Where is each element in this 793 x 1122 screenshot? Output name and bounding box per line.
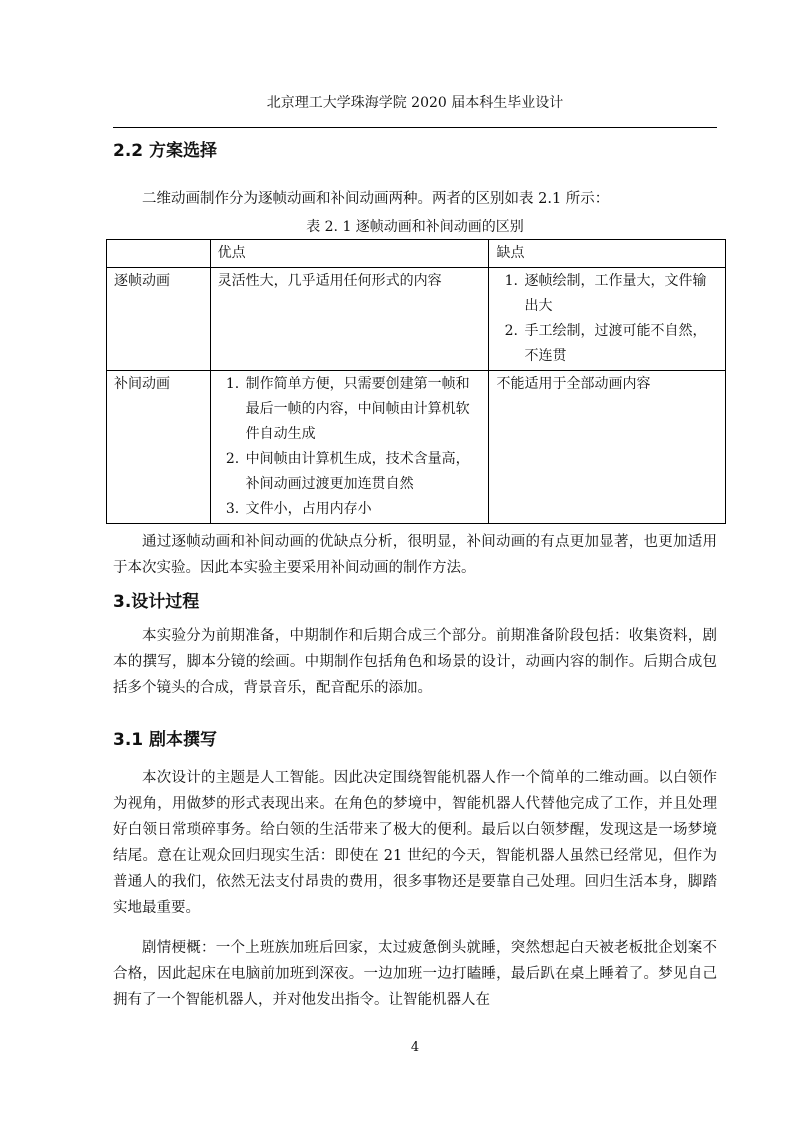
pros-list xyxy=(218,372,482,522)
table-caption: 表 2. 1 逐帧动画和补间动画的区别 xyxy=(306,219,524,235)
row-name-cell: 逐帧动画 xyxy=(107,268,211,371)
list-item: 2. 手工绘制，过渡可能不自然，不连贯 xyxy=(522,319,718,369)
list-item: 1. 制作简单方便，只需要创建第一帧和最后一帧的内容，中间帧由计算机软件自动生成 xyxy=(244,372,482,447)
cons-cell xyxy=(489,268,726,371)
section-heading-3-1: 3.1 剧本撰写 xyxy=(113,730,218,750)
list-item: 1. 逐帧绘制，工作量大，文件输出大 xyxy=(522,269,718,319)
cons-cell: 不能适用于全部动画内容 xyxy=(489,371,726,524)
table-row xyxy=(107,268,726,371)
running-header: 北京理工大学珠海学院 2020 届本科生毕业设计 xyxy=(266,95,564,111)
table-intro-paragraph: 二维动画制作分为逐帧动画和补间动画两种。两者的区别如表 2.1 所示： xyxy=(142,191,610,207)
conclusion-paragraph: 通过逐帧动画和补间动画的优缺点分析，很明显，补间动画的有点更加显著，也更加适用于本次实验。因此本实验主要采用补间动画的制作方法。 xyxy=(113,534,717,576)
cons-list xyxy=(496,269,718,369)
comparison-table xyxy=(106,239,726,524)
header-rule xyxy=(113,127,717,128)
design-process-paragraph: 本实验分为前期准备，中期制作和后期合成三个部分。前期准备阶段包括：收集资料，剧本的撰写，脚本分镜的绘画。中期制作包括角色和场景的设计，动画内容的制作。后期合成包括多个镜头的合成，背景音乐，配音配乐的添加。 xyxy=(113,628,717,696)
section-heading-3: 3.设计过程 xyxy=(113,592,200,612)
pros-cell xyxy=(210,371,489,524)
list-item: 3. 文件小，占用内存小 xyxy=(244,497,482,522)
list-item: 2. 中间帧由计算机生成，技术含量高，补间动画过渡更加连贯自然 xyxy=(244,447,482,497)
table-header-row xyxy=(107,240,726,268)
table-header-cell: 优点 xyxy=(210,240,489,268)
row-name-cell: 补间动画 xyxy=(107,371,211,524)
table-row xyxy=(107,371,726,524)
pros-cell: 灵活性大，几乎适用任何形式的内容 xyxy=(210,268,489,371)
section-heading-2-2: 2.2 方案选择 xyxy=(113,141,218,161)
table-header-cell xyxy=(107,240,211,268)
synopsis-paragraph: 剧情梗概：一个上班族加班后回家，太过疲惫倒头就睡，突然想起白天被老板批企划案不合格，因此起床在电脑前加班到深夜。一边加班一边打瞌睡，最后趴在桌上睡着了。梦见自己拥有了一个智能机器人，并对他发出指令。让智能机器人在 xyxy=(113,940,717,1008)
script-paragraph: 本次设计的主题是人工智能。因此决定围绕智能机器人作一个简单的二维动画。以白领作为视角，用做梦的形式表现出来。在角色的梦境中，智能机器人代替他完成了工作，并且处理好白领日常琐碎事务。给白领的生活带来了极大的便利。最后以白领梦醒，发现这是一场梦境结尾。意在让观众回归现实生活：即使在 21 世纪的今天，智能机器人虽然已经常见，但作为普通人的我们，依然无法支付昂贵的费用，很多事物还是要靠自己处理。回归生活本身，脚踏实地最重要。 xyxy=(113,770,717,916)
page-number: 4 xyxy=(410,1040,420,1055)
table-header-cell: 缺点 xyxy=(489,240,726,268)
